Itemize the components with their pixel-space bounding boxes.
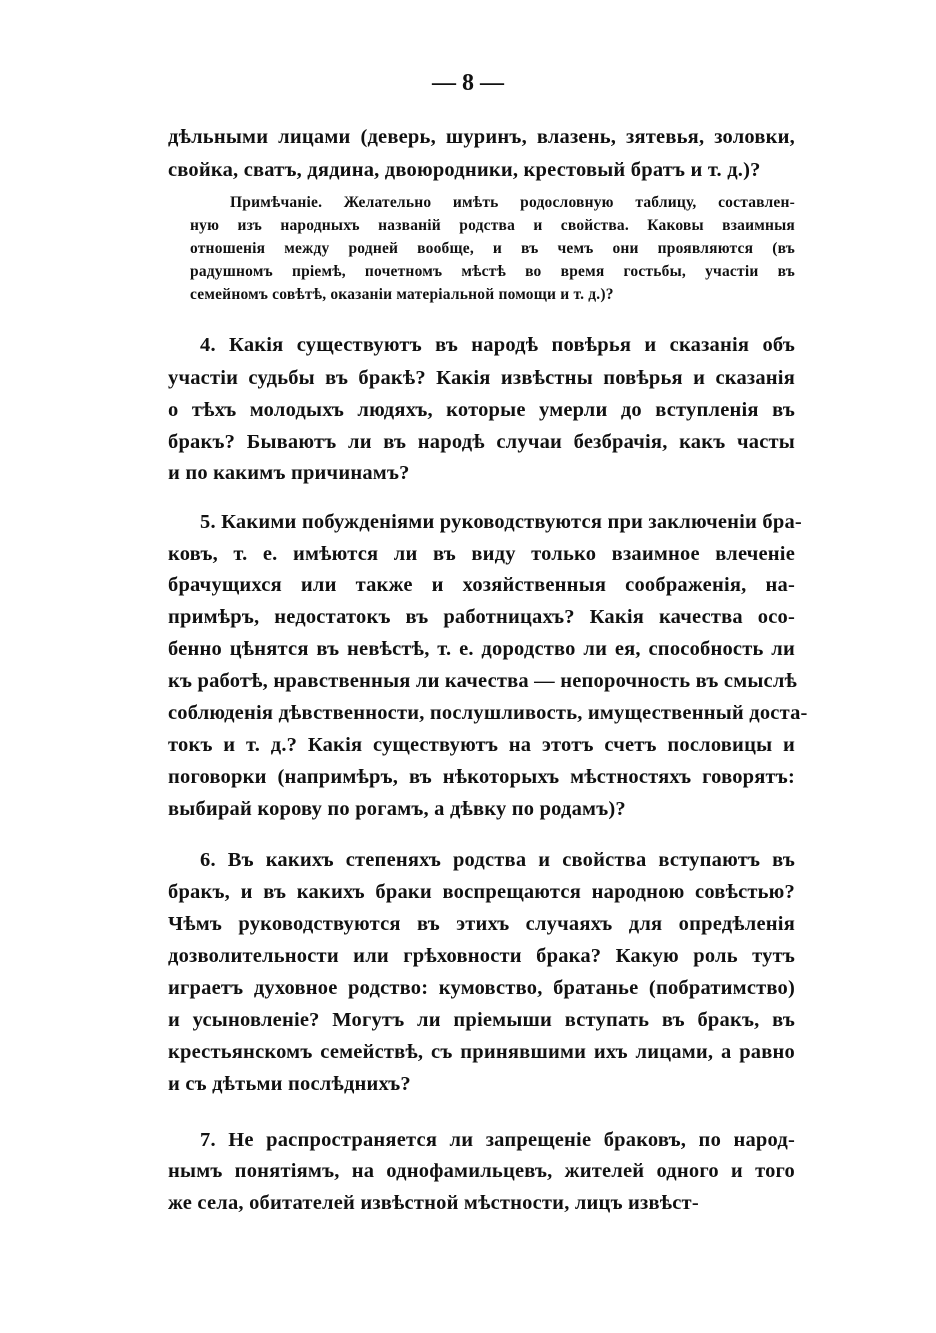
question-6-line: 6. Въ какихъ степеняхъ родства и свойства вступаютъ въ (200, 849, 795, 871)
question-5-line: токъ и т. д.? Какія существуютъ на этотъ счетъ пословицы и (168, 734, 795, 756)
question-4-line: о тѣхъ молодыхъ людяхъ, которые умерли до вступленія въ (168, 399, 795, 421)
continued-question-line: свойка, сватъ, дядина, двоюродники, крестовый братъ и т. д.)? (168, 159, 761, 181)
question-7-line: 7. Не распространяется ли запрещеніе браковъ, по народ- (200, 1129, 795, 1151)
note-line: ную изъ народныхъ названій родства и свойства. Каковы взаимныя (190, 217, 795, 234)
question-5-line: бенно цѣнятся въ невѣстѣ, т. е. дородство ли ея, способность ли (168, 638, 795, 660)
question-7-line: нымъ понятіямъ, на однофамильцевъ, жителей одного и того (168, 1160, 795, 1182)
question-5-line: соблюденія дѣвственности, послушливость, имущественный доста- (168, 702, 808, 724)
note-line: Примѣчаніе. Желательно имѣть родословную таблицу, составлен- (230, 194, 795, 211)
question-5-line: поговорки (напримѣръ, въ нѣкоторыхъ мѣстностяхъ говорятъ: (168, 766, 795, 788)
note-line: семейномъ совѣтѣ, оказаніи матеріальной помощи и т. д.)? (190, 286, 614, 303)
question-4-line: 4. Какія существуютъ въ народѣ повѣрья и сказанія объ (200, 334, 795, 356)
question-5-line: брачущихся или также и хозяйственныя соображенія, на- (168, 574, 795, 596)
question-5-line: выбирай корову по рогамъ, а дѣвку по родамъ)? (168, 798, 626, 820)
question-4-line: бракъ? Бываютъ ли въ народѣ случаи безбрачія, какъ часты (168, 431, 795, 453)
question-5-line: примѣръ, недостатокъ въ работницахъ? Какія качества осо- (168, 606, 795, 628)
question-4-line: участіи судьбы въ бракѣ? Какія извѣстны повѣрья и сказанія (168, 367, 795, 389)
question-6-line: и съ дѣтьми послѣднихъ? (168, 1073, 411, 1095)
question-4-line: и по какимъ причинамъ? (168, 462, 410, 484)
question-5-line: къ работѣ, нравственныя ли качества — непорочность въ смыслѣ (168, 670, 798, 692)
note-line: отношенія между родней вообще, и въ чемъ они проявляются (въ (190, 240, 795, 257)
question-6-line: дозволительности или грѣховности брака? Какую роль тутъ (168, 945, 795, 967)
question-5-line: 5. Какими побужденіями руководствуются при заключеніи бра- (200, 511, 802, 533)
question-7-line: же села, обитателей извѣстной мѣстности, лицъ извѣст- (168, 1192, 699, 1214)
question-6-line: играетъ духовное родство: кумовство, братанье (побратимство) (168, 977, 795, 999)
question-5-line: ковъ, т. е. имѣются ли въ виду только взаимное влеченіе (168, 543, 795, 565)
question-6-line: Чѣмъ руководствуются въ этихъ случаяхъ для опредѣленія (168, 913, 795, 935)
note-line: радушномъ пріемѣ, почетномъ мѣстѣ во время гостьбы, участіи въ (190, 263, 795, 280)
question-6-line: и усыновленіе? Могутъ ли пріемыши вступать въ бракъ, въ (168, 1009, 795, 1031)
question-6-line: крестьянскомъ семействѣ, съ принявшими ихъ лицами, а равно (168, 1041, 795, 1063)
continued-question-line: дѣльными лицами (деверь, шуринъ, влазень, зятевья, золовки, (168, 126, 795, 148)
question-6-line: бракъ, и въ какихъ браки воспрещаются народною совѣстью? (168, 881, 795, 903)
page-number: — 8 — (432, 70, 504, 96)
